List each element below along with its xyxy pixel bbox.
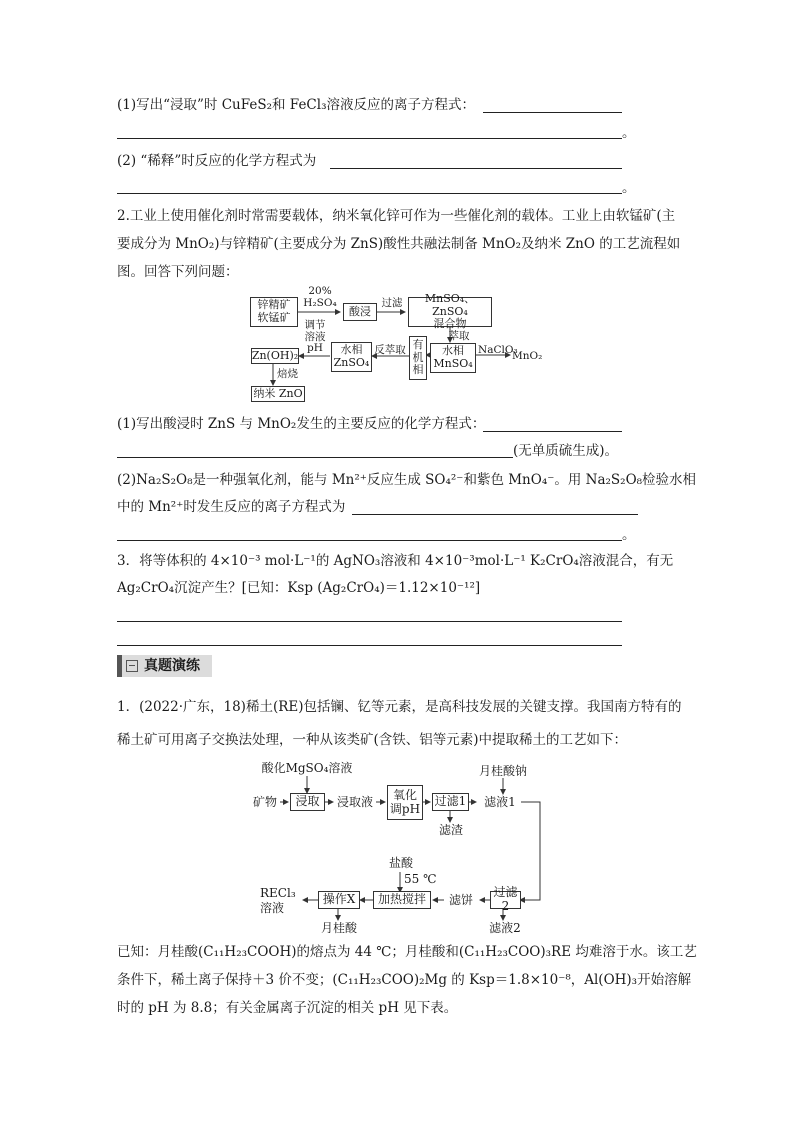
lauric-acid-label: 月桂酸 xyxy=(320,921,357,935)
q4-known-line2: 条件下，稀土离子保持＋3 价不变；(C₁₁H₂₃COO)₂Mg 的 Ksp＝1.8×10⁻⁸，Al(OH)₃开始溶解 xyxy=(117,972,692,988)
leach-box: 浸取 xyxy=(290,793,325,811)
ore-box: 锌精矿 软锰矿 xyxy=(250,297,298,327)
mineral-label: 矿物 xyxy=(252,795,277,809)
q2-part2-line1: (2)Na₂S₂O₈是一种强氧化剂，能与 Mn²⁺反应生成 SO₄²⁻和紫色 MnO₄⁻。用 Na₂S₂O₈检验水相 xyxy=(117,472,697,488)
period: 。 xyxy=(622,527,636,543)
q1-part1-text: (1)写出“浸取”时 CuFeS₂和 FeCl₃溶液反应的离子方程式： xyxy=(117,97,475,113)
roast-label: 焙烧 xyxy=(277,368,298,380)
period: 。 xyxy=(622,125,636,141)
filter-cake-label: 滤饼 xyxy=(448,893,473,907)
q4-line2: 稀土矿可用离子交换法处理，一种从该类矿(含铁、铝等元素)中提取稀土的工艺如下： xyxy=(117,732,628,748)
q2-intro-line2: 要成分为 MnO₂)与锌精矿(主要成分为 ZnS)酸性共融法制备 MnO₂及纳米 ZnO 的工艺流程如 xyxy=(117,236,681,252)
residue-label: 滤渣 xyxy=(438,823,463,837)
acid-leach-box: 酸浸 xyxy=(343,303,377,321)
filter1-box: 过滤1 xyxy=(432,793,469,811)
q2-part1-note: (无单质硫生成)。 xyxy=(513,443,619,459)
filtrate1-label: 滤液1 xyxy=(484,795,516,809)
mixture-box: MnSO₄、ZnSO₄ 混合物 xyxy=(408,297,492,327)
znoh2-box: Zn(OH)₂ xyxy=(251,348,299,364)
back-extract-label: 反萃取 xyxy=(374,344,406,356)
aqueous-mnso4-box: 水相 MnSO₄ xyxy=(430,343,476,373)
q4-known-line1: 已知：月桂酸(C₁₁H₂₃COOH)的熔点为 44 ℃；月桂酸和(C₁₁H₂₃COO)₃RE 均难溶于水。该工艺 xyxy=(117,944,697,960)
q1-part2-text: (2) “稀释”时反应的化学方程式为 xyxy=(117,153,317,169)
filter-label: 过滤 xyxy=(381,297,403,309)
extract-label: 萃取 xyxy=(448,330,470,342)
q2-part2-line2: 中的 Mn²⁺时发生反应的离子方程式为 xyxy=(117,499,346,515)
q3-line1: 3．将等体积的 4×10⁻³ mol·L⁻¹的 AgNO₃溶液和 4×10⁻³mol·L⁻¹ K₂CrO₄溶液混合，有无 xyxy=(117,553,674,569)
hcl-label: 盐酸 xyxy=(388,856,413,870)
acidified-mgso4-label: 酸化MgSO₄溶液 xyxy=(261,761,353,775)
filtrate2-label: 滤液2 xyxy=(489,921,521,935)
section-title: 真题演练 xyxy=(144,657,200,674)
q2-part1-text: (1)写出酸浸时 ZnS 与 MnO₂发生的主要反应的化学方程式： xyxy=(117,416,486,432)
aqueous-znso4-box: 水相 ZnSO₄ xyxy=(331,342,372,372)
recl3-solution-label: RECl₃ 溶液 xyxy=(260,886,296,915)
q3-line2: Ag₂CrO₄沉淀产生？[已知：Ksp (Ag₂CrO₄)＝1.12×10⁻¹²] xyxy=(117,580,481,596)
naclo3-label: NaClO₃ xyxy=(478,344,518,356)
temperature-label: 55 ℃ xyxy=(404,872,437,886)
q4-known-line3: 时的 pH 为 8.8；有关金属离子沉淀的相关 pH 见下表。 xyxy=(117,1000,458,1016)
nano-zno-box: 纳米 ZnO xyxy=(251,386,305,402)
q2-intro-line3: 图。回答下列问题： xyxy=(117,264,239,280)
sodium-laurate-label: 月桂酸钠 xyxy=(478,764,527,778)
filter2-box: 过滤2 xyxy=(490,891,521,909)
mno2-product: MnO₂ xyxy=(512,350,543,362)
oxidize-adjust-ph-box: 氧化 调pH xyxy=(387,785,423,820)
q4-line1: 1．(2022·广东，18)稀土(RE)包括镧、钇等元素，是高科技发展的关键支撑。我国南方特有的 xyxy=(117,699,682,715)
adjust-ph-label: 调节 溶液 pH xyxy=(304,319,326,355)
leachate-label: 浸取液 xyxy=(336,795,373,809)
q2-intro-line1: 2.工业上使用催化剂时常需要载体，纳米氧化锌可作为一些催化剂的载体。工业上由软锰矿(主 xyxy=(117,208,676,224)
acid-label: 20% H₂SO₄ xyxy=(303,285,337,309)
heat-stir-box: 加热搅拌 xyxy=(373,891,431,909)
period: 。 xyxy=(622,180,636,196)
operation-x-box: 操作X xyxy=(318,891,360,909)
organic-phase-box: 有 机 相 xyxy=(409,336,427,380)
